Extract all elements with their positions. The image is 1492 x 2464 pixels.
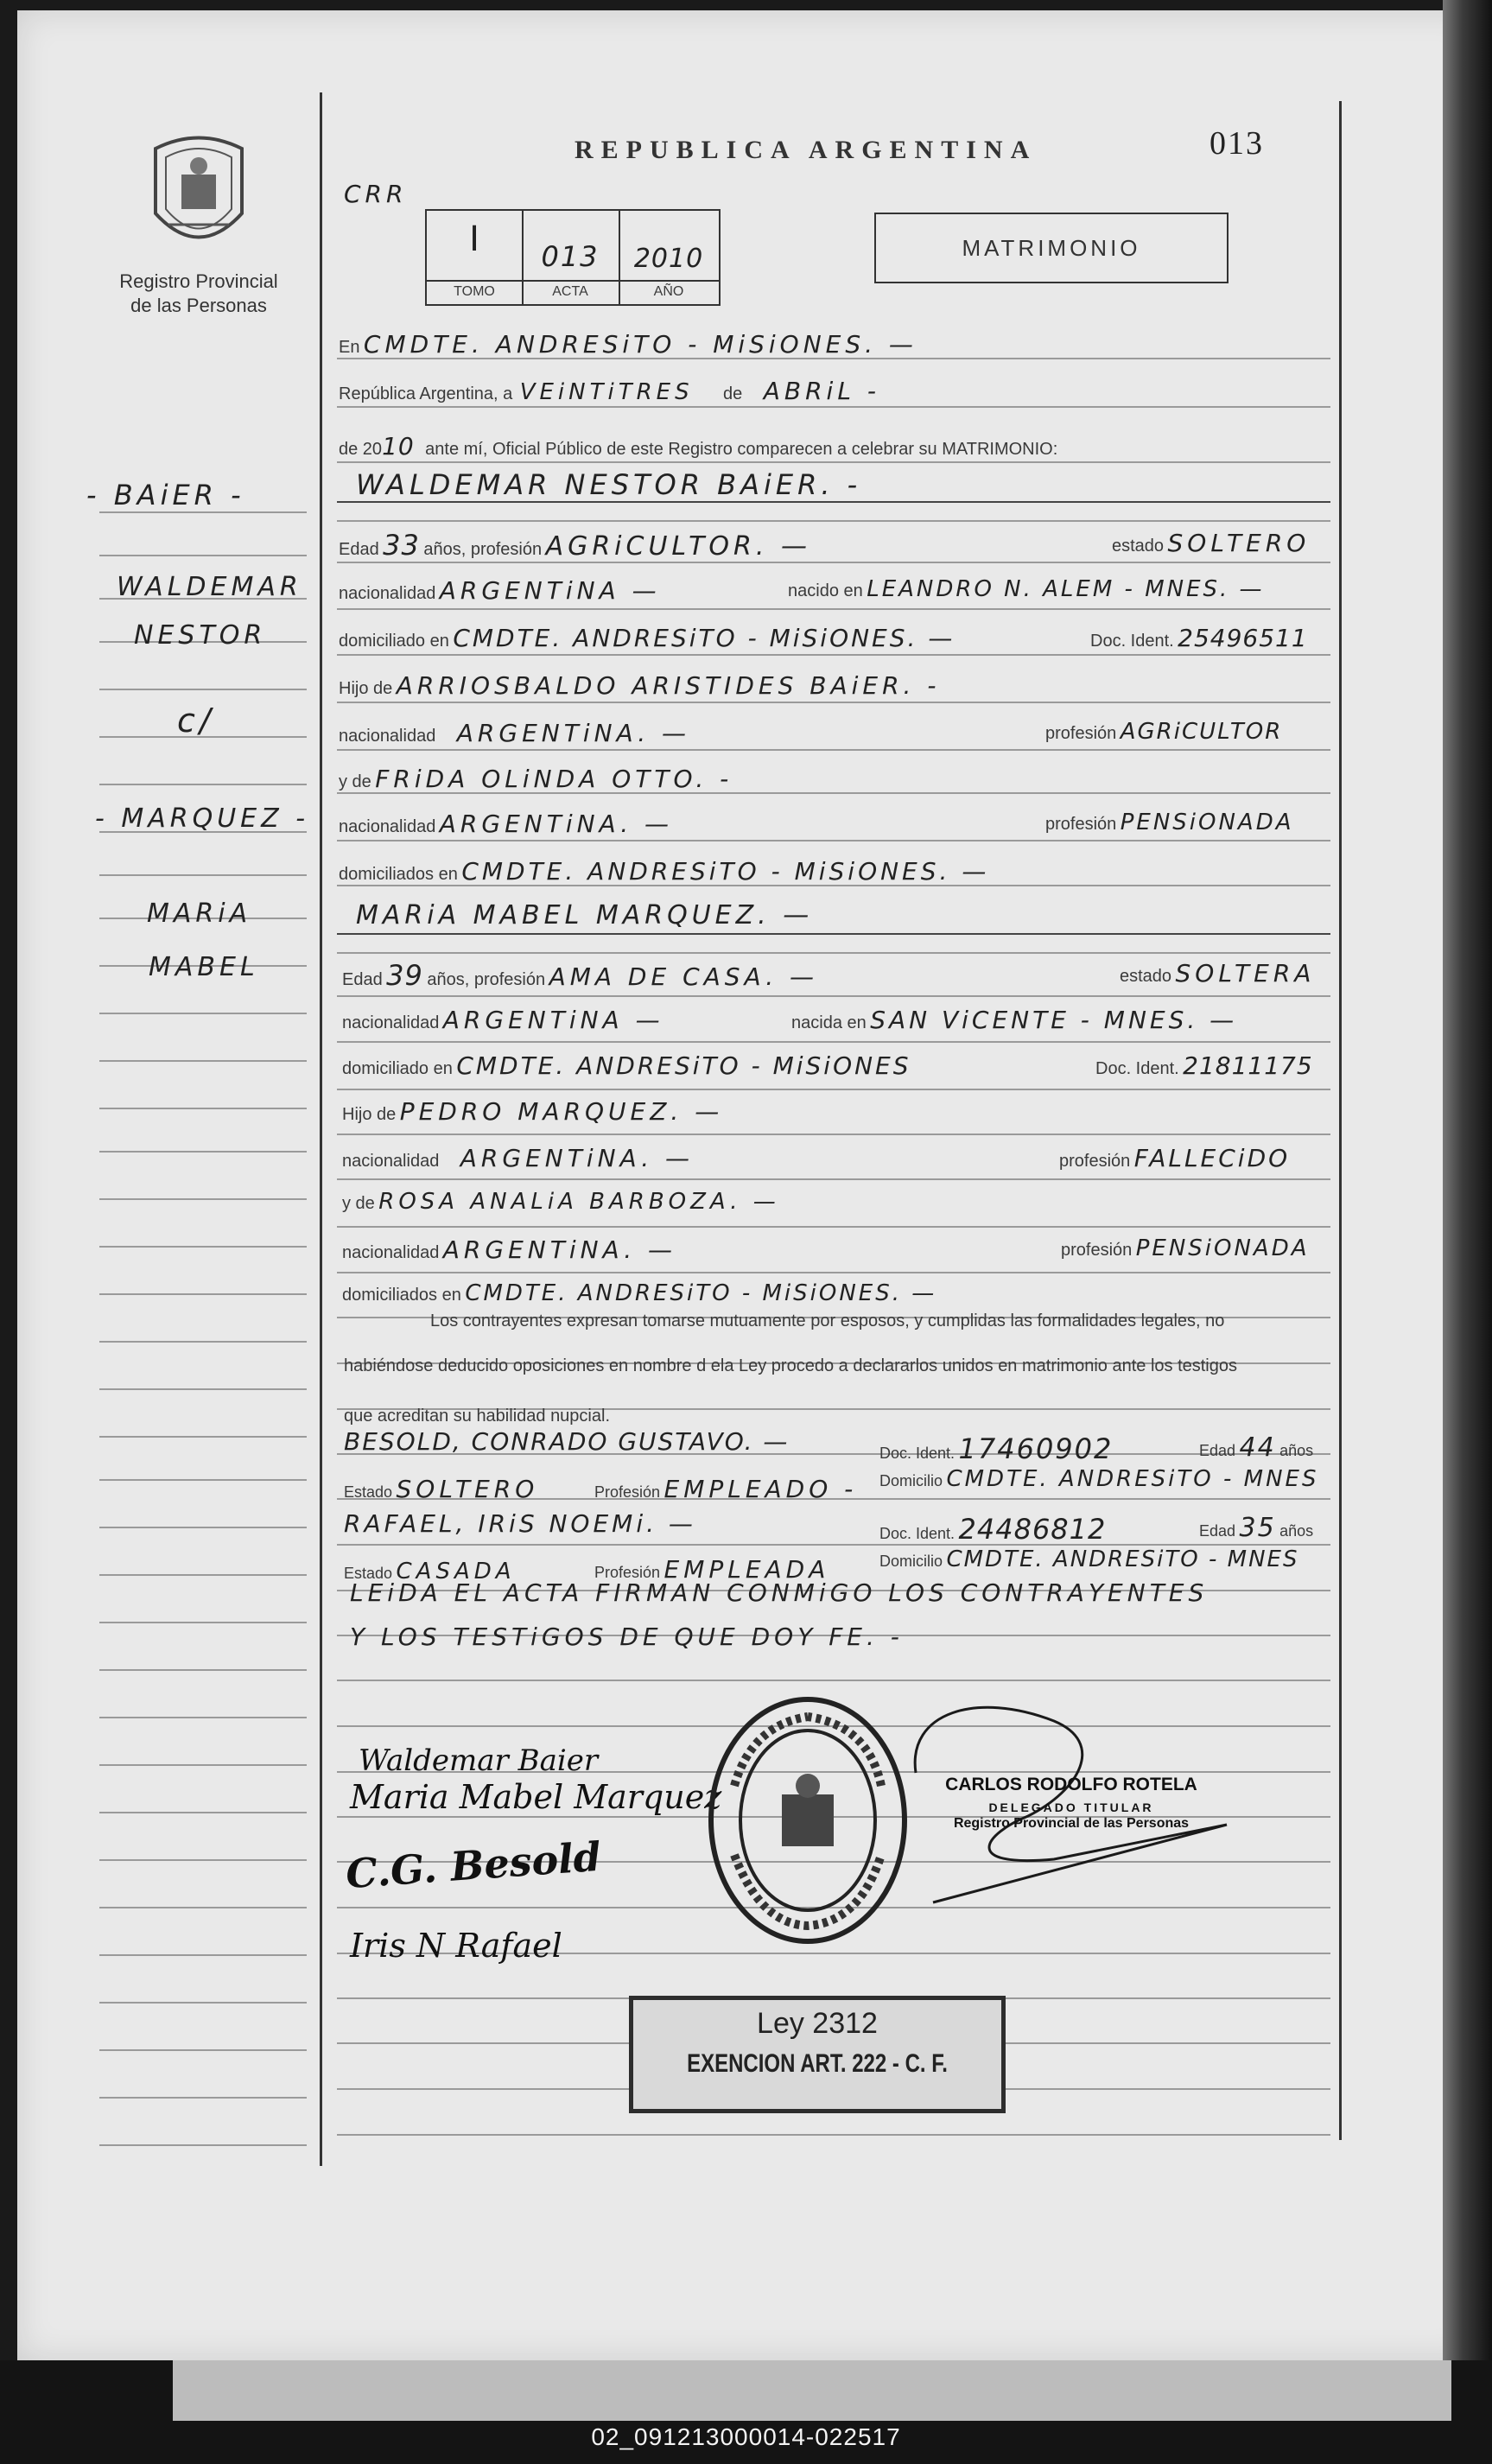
bride-age-line bbox=[342, 959, 1336, 992]
book-reference-box bbox=[425, 209, 721, 306]
groom-nationality: ARGENTiNA — bbox=[439, 576, 661, 605]
place-line bbox=[339, 330, 917, 359]
tax-exemption-stamp bbox=[629, 1996, 1006, 2113]
bride-nacida-label: nacida en bbox=[791, 1013, 867, 1032]
bride-father-profession: FALLECiDO bbox=[1133, 1144, 1291, 1172]
bride-hijo-label: Hijo de bbox=[342, 1105, 397, 1124]
bride-parents-domicile-line bbox=[342, 1280, 936, 1306]
bride-mother-line bbox=[342, 1189, 780, 1215]
groom-mother-nac-label: nacionalidad bbox=[339, 817, 436, 836]
signature-witness-2: Iris N Rafael bbox=[350, 1927, 562, 1965]
book-binding bbox=[1443, 0, 1492, 2464]
groom-yde-label: y de bbox=[339, 772, 371, 791]
stamp-ley-line-2: EXENCION ART. 222 - C. F. bbox=[687, 2049, 948, 2078]
bride-profession: AMA DE CASA. — bbox=[549, 962, 819, 991]
witness-2-line bbox=[344, 1509, 1337, 1546]
registry-name: Registro Provincial de las Personas bbox=[119, 270, 278, 316]
year-suffix: 10 bbox=[382, 432, 415, 460]
witness-2-edad-label: Edad bbox=[1199, 1522, 1236, 1540]
official-title: DELEGADO TITULAR bbox=[988, 1800, 1154, 1814]
witness-2-doc-label: Doc. Ident. bbox=[879, 1525, 956, 1542]
bride-father-nac-label: nacionalidad bbox=[342, 1152, 440, 1171]
groom-estado-label: estado bbox=[1112, 537, 1165, 556]
de-label: de bbox=[723, 384, 743, 403]
margin-given-bride-2: MABEL bbox=[149, 952, 259, 982]
document-type: MATRIMONIO bbox=[962, 235, 1141, 261]
bride-mother: ROSA ANALiA BARBOZA. — bbox=[378, 1189, 780, 1215]
left-border-line bbox=[320, 92, 322, 2166]
next-sheet-edge bbox=[173, 2360, 1451, 2421]
bride-parents-domicile: CMDTE. ANDRESiTO - MiSiONES. — bbox=[465, 1280, 937, 1306]
witness-1-prof-label: Profesión bbox=[594, 1483, 661, 1501]
year-line bbox=[339, 432, 1057, 460]
bride-mother-nationality: ARGENTiNA. — bbox=[442, 1235, 677, 1264]
groom-mother-line bbox=[339, 765, 733, 793]
groom-domicile: CMDTE. ANDRESiTO - MiSiONES. — bbox=[453, 624, 956, 652]
groom-father-prof-label: profesión bbox=[1045, 724, 1117, 743]
witness-1-profession: EMPLEADO - bbox=[663, 1475, 858, 1503]
signature-witness-1: C.G. Besold bbox=[344, 1832, 603, 1898]
official-stamp bbox=[924, 1775, 1218, 1832]
signature-groom: Waldemar Baier bbox=[359, 1743, 599, 1778]
margin-given-bride-1: MARiA bbox=[147, 899, 252, 929]
witness-1-doc: 17460902 bbox=[958, 1432, 1114, 1465]
bride-nac-label: nacionalidad bbox=[342, 1013, 440, 1032]
witness-1-line bbox=[344, 1427, 1337, 1465]
en-label: En bbox=[339, 338, 360, 357]
groom-mother: FRiDA OLiNDA OTTO. - bbox=[375, 765, 733, 793]
bride-nationality: ARGENTiNA — bbox=[442, 1006, 664, 1034]
groom-mother-nat-line bbox=[339, 810, 1332, 838]
day-value: VEiNTiTRES bbox=[519, 379, 694, 405]
bride-status: SOLTERA bbox=[1175, 959, 1316, 988]
crr-note: CRR bbox=[344, 180, 408, 208]
ante-text: ante mí, Oficial Público de este Registro comparecen a celebrar su MATRIMONIO: bbox=[425, 440, 1058, 459]
month-value: ABRiL - bbox=[763, 377, 880, 405]
signature-bride: Maria Mabel Marquez bbox=[350, 1778, 722, 1816]
bride-domic-label: domiciliado en bbox=[342, 1059, 453, 1078]
date-line bbox=[339, 377, 880, 405]
official-name: CARLOS RODOLFO ROTELA bbox=[945, 1775, 1197, 1794]
bride-name: MARiA MABEL MARQUEZ. — bbox=[356, 900, 814, 930]
bride-father: PEDRO MARQUEZ. — bbox=[399, 1097, 724, 1126]
place-value: CMDTE. ANDRESiTO - MiSiONES. — bbox=[363, 330, 917, 359]
bride-father-nat-line bbox=[342, 1144, 1336, 1172]
witness-1-details-line bbox=[344, 1466, 1337, 1503]
groom-age-line bbox=[339, 529, 1332, 562]
groom-nac-label: nacionalidad bbox=[339, 584, 436, 603]
witness-2-estado-label: Estado bbox=[344, 1565, 393, 1582]
bride-estado-label: estado bbox=[1120, 967, 1172, 986]
provincial-seal-icon bbox=[147, 131, 251, 261]
page-number: 013 bbox=[1209, 125, 1264, 162]
groom-profession: AGRiCULTOR. — bbox=[545, 531, 811, 562]
bride-doc: 21811175 bbox=[1183, 1051, 1313, 1080]
bride-mother-profession: PENSiONADA bbox=[1135, 1235, 1310, 1261]
bride-edad-label: Edad bbox=[342, 970, 383, 989]
witness-2-domic-label: Domicilio bbox=[879, 1553, 943, 1570]
bride-mother-prof-label: profesión bbox=[1061, 1241, 1133, 1260]
groom-name: WALDEMAR NESTOR BAiER. - bbox=[356, 468, 862, 501]
witness-2-status: CASADA bbox=[396, 1559, 516, 1584]
groom-father-nationality: ARGENTiNA. — bbox=[456, 719, 691, 747]
year-prefix: de 20 bbox=[339, 440, 383, 459]
witness-1-age: 44 bbox=[1239, 1432, 1276, 1463]
witness-1-domic-label: Domicilio bbox=[879, 1472, 943, 1489]
witness-1-edad-label: Edad bbox=[1199, 1442, 1236, 1459]
groom-father-line bbox=[339, 671, 940, 700]
margin-connector: c/ bbox=[177, 702, 215, 740]
witness-2-profession: EMPLEADA bbox=[663, 1555, 830, 1584]
document-type-box bbox=[874, 213, 1229, 283]
country-title: REPUBLICA ARGENTINA bbox=[575, 136, 1038, 164]
witness-1-domicile: CMDTE. ANDRESiTO - MNES bbox=[946, 1466, 1319, 1492]
bride-father-prof-label: profesión bbox=[1059, 1152, 1131, 1171]
bride-mother-nat-line bbox=[342, 1235, 1336, 1264]
witness-2-name: RAFAEL, IRiS NOEMi. — bbox=[344, 1509, 696, 1538]
groom-hijo-label: Hijo de bbox=[339, 679, 393, 698]
statement-line-2: habiéndose deducido oposiciones en nombre d ela Ley procedo a declararlos unidos en matrimonio ante los testigos bbox=[344, 1356, 1237, 1375]
groom-mother-profession: PENSiONADA bbox=[1120, 810, 1294, 835]
right-border-line bbox=[1339, 101, 1342, 2140]
stamp-ley-line-1: Ley 2312 bbox=[757, 2007, 878, 2040]
bride-parents-dom-label: domiciliados en bbox=[342, 1286, 461, 1305]
statement-line-3: que acreditan su habilidad nupcial. bbox=[344, 1407, 610, 1426]
republica-label: República Argentina, a bbox=[339, 384, 513, 403]
tomo-value: I bbox=[469, 219, 479, 259]
witness-1-name: BESOLD, CONRADO GUSTAVO. — bbox=[344, 1427, 790, 1456]
groom-doc: 25496511 bbox=[1178, 624, 1308, 652]
witness-2-doc: 24486812 bbox=[958, 1513, 1107, 1546]
witness-2-age: 35 bbox=[1239, 1513, 1276, 1543]
bride-domicile-line bbox=[342, 1051, 1336, 1080]
bride-father-nationality: ARGENTiNA. — bbox=[460, 1144, 695, 1172]
bride-age: 39 bbox=[386, 959, 423, 992]
groom-anos-label: años, profesión bbox=[423, 540, 543, 559]
groom-father-profession: AGRiCULTOR bbox=[1120, 719, 1283, 745]
bride-nationality-line bbox=[342, 1006, 1336, 1034]
groom-doc-label: Doc. Ident. bbox=[1090, 632, 1174, 651]
margin-surname-bride: - MARQUEZ - bbox=[95, 803, 310, 834]
closing-line-1: LEiDA EL ACTA FIRMAN CONMiGO LOS CONTRAYENTES bbox=[350, 1578, 1209, 1607]
witness-1-estado-label: Estado bbox=[344, 1483, 393, 1501]
groom-mother-nationality: ARGENTiNA. — bbox=[439, 810, 674, 838]
groom-father-nac-label: nacionalidad bbox=[339, 727, 436, 746]
witness-1-anos-label: años bbox=[1279, 1442, 1314, 1459]
bride-father-line bbox=[342, 1097, 723, 1126]
bride-anos-label: años, profesión bbox=[427, 970, 546, 989]
bride-yde-label: y de bbox=[342, 1194, 375, 1213]
margin-surname-groom: - BAiER - bbox=[86, 479, 245, 511]
tomo-label: TOMO bbox=[427, 280, 522, 300]
anio-label: AÑO bbox=[619, 280, 719, 300]
margin-given-groom-1: WALDEMAR bbox=[117, 572, 302, 602]
groom-father: ARRIOSBALDO ARISTIDES BAiER. - bbox=[396, 671, 941, 700]
closing-line-2: Y LOS TESTiGOS DE QUE DOY FE. - bbox=[350, 1623, 904, 1651]
statement-line-1: Los contrayentes expresan tomarse mutuamente por esposos, y cumplidas las formalidades legales, no bbox=[430, 1311, 1225, 1330]
witness-2-prof-label: Profesión bbox=[594, 1564, 661, 1581]
groom-mother-prof-label: profesión bbox=[1045, 815, 1117, 834]
groom-age: 33 bbox=[383, 529, 420, 562]
groom-domic-label: domiciliado en bbox=[339, 632, 449, 651]
groom-birthplace: LEANDRO N. ALEM - MNES. — bbox=[867, 576, 1265, 602]
document-page bbox=[17, 10, 1477, 2360]
groom-nationality-line bbox=[339, 576, 1332, 605]
groom-domicile-line bbox=[339, 624, 1332, 652]
bride-mother-nac-label: nacionalidad bbox=[342, 1243, 440, 1262]
acta-value: 013 bbox=[541, 240, 600, 273]
groom-nacido-label: nacido en bbox=[788, 581, 863, 600]
witness-1-status: SOLTERO bbox=[396, 1475, 539, 1503]
groom-parents-dom-label: domiciliados en bbox=[339, 865, 458, 884]
bride-domicile: CMDTE. ANDRESiTO - MiSiONES bbox=[456, 1051, 911, 1080]
acta-label: ACTA bbox=[522, 280, 619, 300]
witness-2-domicile: CMDTE. ANDRESiTO - MNES bbox=[946, 1546, 1299, 1572]
bride-birthplace: SAN ViCENTE - MNES. — bbox=[870, 1006, 1238, 1034]
groom-parents-domicile: CMDTE. ANDRESiTO - MiSiONES. — bbox=[461, 857, 990, 886]
anio-value: 2010 bbox=[633, 244, 704, 274]
margin-given-groom-2: NESTOR bbox=[134, 620, 267, 651]
official-office: Registro Provincial de las Personas bbox=[953, 1816, 1190, 1831]
groom-father-nat-line bbox=[339, 719, 1332, 747]
witness-1-doc-label: Doc. Ident. bbox=[879, 1445, 956, 1462]
groom-edad-label: Edad bbox=[339, 540, 379, 559]
witness-2-anos-label: años bbox=[1279, 1522, 1314, 1540]
groom-status: SOLTERO bbox=[1167, 529, 1311, 557]
footer-caption: 02_091213000014-022517 bbox=[591, 2423, 901, 2450]
groom-parents-domicile-line bbox=[339, 857, 989, 886]
bride-doc-label: Doc. Ident. bbox=[1095, 1059, 1179, 1078]
